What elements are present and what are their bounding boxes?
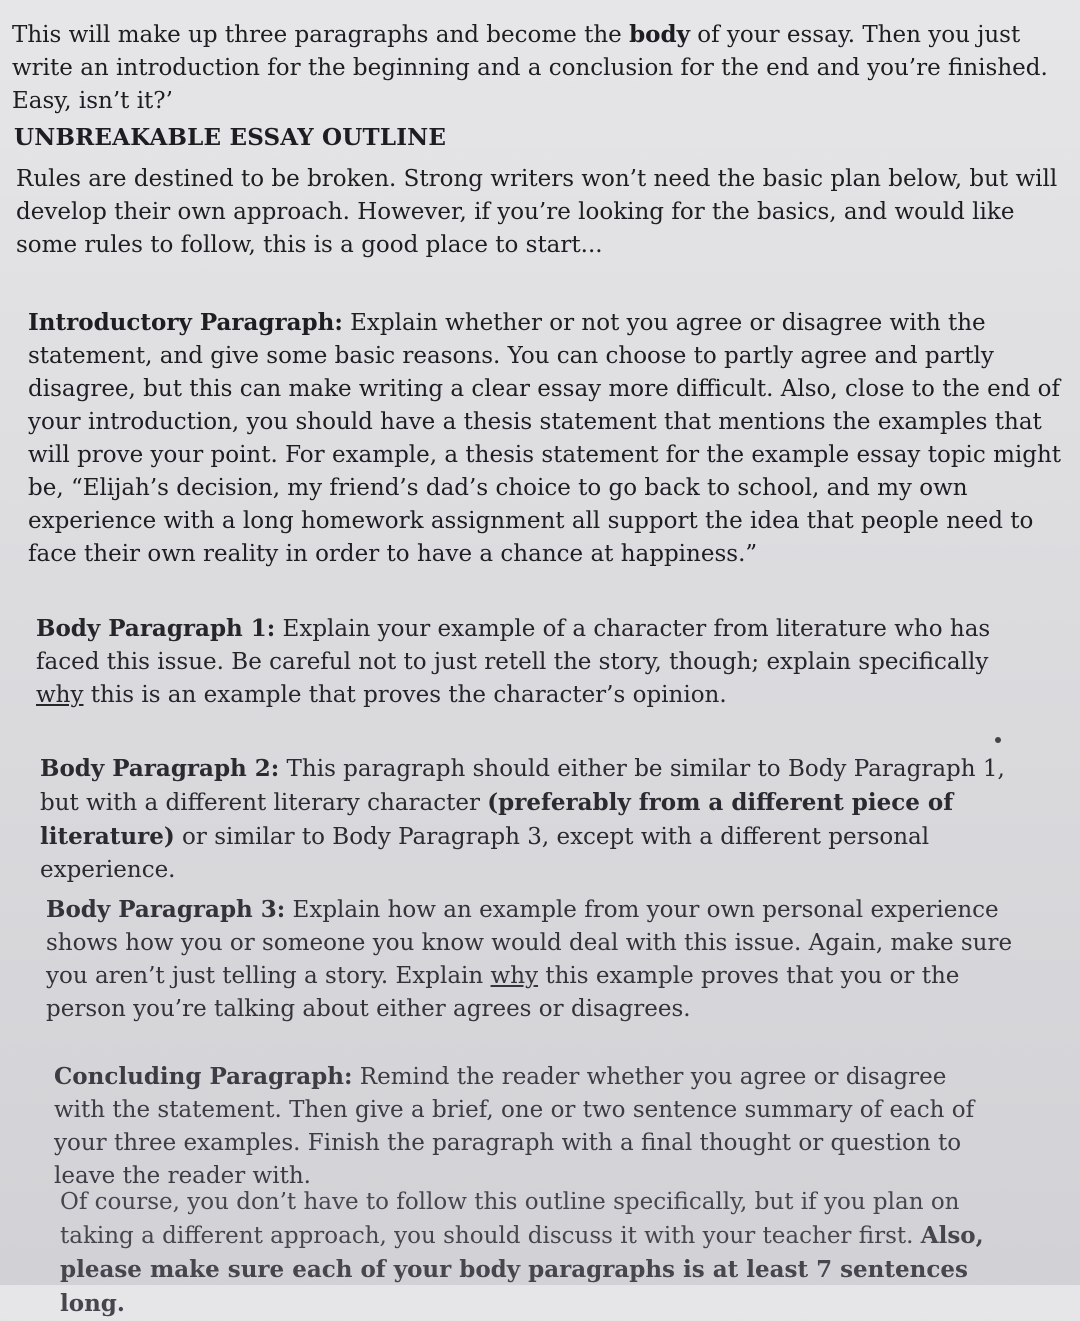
- section-label: Body Paragraph 1:: [36, 615, 276, 642]
- body-emphasis: body: [629, 21, 690, 48]
- body-paragraph-3-section: Body Paragraph 3: Explain how an example from your own personal experience shows how you or someone you know would deal with this issue. Again, make sure you aren’t just telling a story. Explain why this example proves that you or the person you’re talking about either agrees or disagrees.: [46, 896, 1013, 1022]
- bold-phrase: (preferably from a different piece of literature): [40, 789, 954, 850]
- section-label: Body Paragraph 3:: [46, 896, 286, 923]
- underlined-word: why: [490, 963, 539, 989]
- stray-dot-mark: [995, 737, 1001, 743]
- concluding-paragraph-section: Concluding Paragraph: Remind the reader whether you agree or disagree with the statement. Then give a brief, one or two sentence summary of each of your three examples. Finish the paragraph with a final thought or question to leave the reader with.: [54, 1063, 975, 1189]
- underlined-word: why: [36, 682, 84, 708]
- closing-requirement: Also, please make sure each of your body paragraphs is at least 7 sentences long.: [60, 1222, 984, 1317]
- rules-paragraph: Rules are destined to be broken. Strong writers won’t need the basic plan below, but will develop their own approach. However, if you’re looking for the basics, and would like some rules to follow, this is a good place to start...: [16, 166, 1058, 258]
- intro-top-paragraph: This will make up three paragraphs and become the body of your essay. Then you just write an introduction for the beginning and a conclusion for the end and you’re finished. Easy, isn’t it?’: [12, 21, 1048, 114]
- outline-heading: UNBREAKABLE ESSAY OUTLINE: [14, 124, 447, 151]
- section-label: Concluding Paragraph:: [54, 1063, 353, 1090]
- section-label: Introductory Paragraph:: [28, 309, 343, 336]
- body-paragraph-1-section: Body Paragraph 1: Explain your example of a character from literature who has faced this issue. Be careful not to just retell the story, though; explain specifically why this is an example that proves the character’s opinion.: [36, 615, 991, 708]
- body-paragraph-2-section: Body Paragraph 2: This paragraph should either be similar to Body Paragraph 1, but with a different literary character (preferably from a different piece of literature) or similar to Body Paragraph 3, except with a different personal experience.: [40, 755, 1005, 883]
- closing-note: Of course, you don’t have to follow this outline specifically, but if you plan on taking a different approach, you should discuss it with your teacher first. Also, please make sure each of your body paragraphs is at least 7 sentences long.: [60, 1189, 984, 1317]
- introductory-paragraph-section: Introductory Paragraph: Explain whether or not you agree or disagree with the statement, and give some basic reasons. You can choose to partly agree and partly disagree, but this can make writing a clear essay more difficult. Also, close to the end of your introduction, you should have a thesis statement that mentions the examples that will prove your point. For example, a thesis statement for the example essay topic might be, “Elijah’s decision, my friend’s dad’s choice to go back to school, and my own experience with a long homework assignment all support the idea that people need to face their own reality in order to have a chance at happiness.”: [28, 309, 1062, 567]
- section-label: Body Paragraph 2:: [40, 755, 280, 782]
